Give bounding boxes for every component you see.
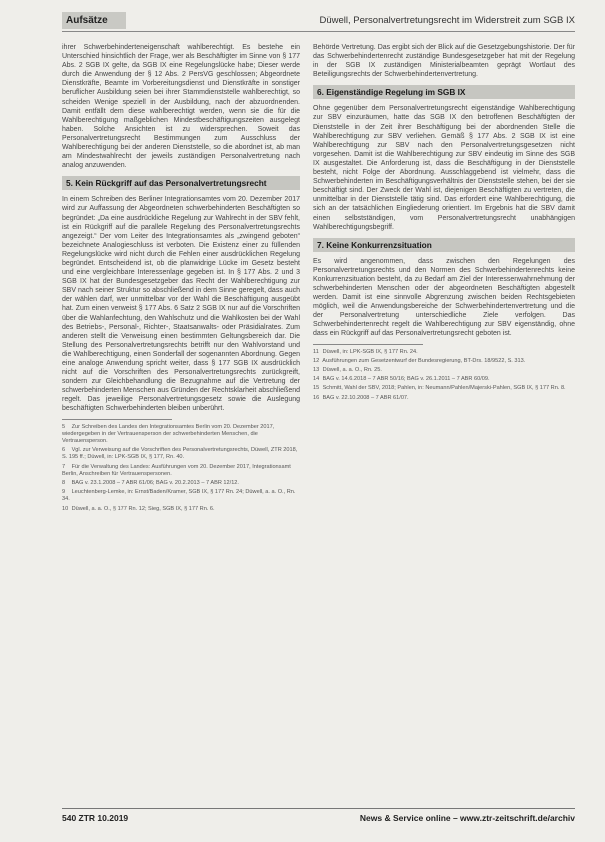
page-info: 540 ZTR 10.2019 <box>62 813 129 823</box>
right-column <box>313 43 575 404</box>
left-intro-paragraph: ihrer Schwerbehinderteneigenschaft wahlberechtigt. Es bestehe ein Unterschied hinsichtlich der Frage, wer als Beschäftigter im Sinne von § 177 Abs. 2 SGB IX gelte, da SGB IX eine Regelungslücke habe; Dieser werde durch die Anwendung der § 12 Abs. 2 PersVG geschlossen; Abgeordnete Dienstkräfte, Beamte im Vorbereitungsdienst und Dienstkräfte in sonstiger beruflicher Ausbildung seien bei ihrer Stammdienststelle wahlberechtigt, so scheiden Wenige speziell in der Ausbildung, nach der abzuordnenden. Damit entfällt dem diese wahlberechtigt werden, wenn sie die für die Wahlberechtigung maßgeblichen Mindestbeschäftigungszeiten ausgelegt haben. Solche Ansichten ist zu widersprechen. Soweit das Personalvertretungsrecht Bestimmungen zum Ausschluss der Wahlberechtigung bei der anderen Dienststelle, so die abordnet ist, ab man am Mindestwahlrecht der jeweils zuständigen Personalvertretung nach analog anzuwenden. <box>62 44 300 170</box>
footnote: 14 BAG v. 14.6.2018 – 7 ABR 50/16; BAG v. 26.1.2011 – 7 ABR 60/09. <box>313 376 490 383</box>
footnote: 11 Düwell, in: LPK-SGB IX, § 177 Rn. 24. <box>313 348 418 355</box>
footnote-rule <box>62 419 172 420</box>
section-6-paragraph: Ohne gegenüber dem Personalvertretungsrecht eigenständige Wahlberechtigung zur SBV einzuräumen, hatte das SGB IX den betroffenen Beschäftigten der Dienststelle in der Zeit ihrer Beschäftigung bei der abordnenden Stelle die Wahlberechtigung zur SBV verliehen. Gemäß § 177 Abs. 2 SGB IX ist eine Wahlberechtigung zur SBV nach den Personalvertretungsgesetzen nicht vorgesehen. Damit ist die Wahlberechtigung zur SBV eindeutig im Sinne des SGB IX ausgestaltet. Die Anforderung ist, dass die Beschäftigung in der Dienststelle besteht, nicht Folge der Abordnung. Ausschlaggebend ist vielmehr, dass die Schwerbehinderten im Beschäftigungsverhältnis der Dienststelle stehen, bei der sie beschäftigt sind. Der Zweck der Wahl ist, diejenigen Beschäftigten zu vertreten, die unmittelbar in der Dienststelle tätig sind. Das erfordert eine Wahlberechtigung, die sich an der tatsächlichen Eingliederung orientiert. Im Ergebnis hat die SBV damit einen selbstständigen, vom Personalvertretungsrecht unabhängigen Wahlberechtigungsbegriff. <box>313 105 575 231</box>
right-footnotes <box>313 349 575 402</box>
footnote: 16 BAG v. 22.10.2008 – 7 ABR 61/07. <box>313 394 409 401</box>
section-tag: Aufsätze <box>62 12 126 29</box>
footer-rule <box>62 808 575 809</box>
footer-promo: News & Service online – www.ztr-zeitschrift.de/archiv <box>359 813 575 823</box>
footnote: 12 Ausführungen zum Gesetzentwurf der Bundesregierung, BT-Drs. 18/9522, S. 313. <box>313 357 526 364</box>
header-rule <box>62 31 575 32</box>
right-intro-paragraph: Behörde Vertretung. Das ergibt sich der Blick auf die Gesetzgebungshistorie. Der für das Schwerbehindertenrecht zuständige Bundesgesetzgeber hat mit der Regelung in der SGB IX zuständigen Ministerialbeamten geprägt Wortlaut des Beteiligungsrechts der Schwerbehindertenvertretung. <box>313 44 575 79</box>
left-footnotes <box>62 424 300 513</box>
section-7-heading: 7. Keine Konkurrenzsituation <box>313 238 575 252</box>
footnote: 7 Für die Verwaltung des Landes: Ausführungen vom 20. Dezember 2017, Integrationsamt Berlin, Anschreiben für Vertrauenspersonen. <box>62 463 291 477</box>
section-5-paragraph: In einem Schreiben des Berliner Integrationsamtes vom 20. Dezember 2017 wird zur Auffassung der Abgeordneten schwerbehinderten Beschäftigten so begründet: „Da eine ausdrückliche Regelung zur Wahlrecht in der SBV fehlt, ist ein Rückgriff auf die parallele Regelung des Personalvertretungsrechts angezeigt.“ Der vom Leiter des Integrationsamtes als „zwingend geboten“ bezeichnete Analogieschluss ist verboten. Die Existenz einer zu füllenden Regelungslücke wird nicht durch die Fehlen einer ausdrücklichen Regelung begründet. Entscheidend ist, ob die planwidrige Lücke im Gesetz besteht und eine vergleichbare Interessenlage gegeben ist. In § 177 Abs. 2 und 3 SGB IX hat der Bundesgesetzgeber das Recht der Wahlberechtigung zur SBV nach seiner Struktur so abschließend in dem Sinne geregelt, dass auch der wählen darf, wer unmittelbar vor der Wahl die Beschäftigung ausgeübt hat. Zum einen verweist § 177 Abs. 6 Satz 2 SGB IX nur auf die Vorschriften über die Wahlanfechtung, den Wahlschutz und die Wahlkosten bei der Wahl des Betriebs-, Personal-, Richter-, Staatsanwalts- oder Präsidialrates. Zum anderen stellt die Verweisung einen bestimmten Geltungsbereich dar. Die Stellung des Personalvertretungsrechts betrifft nur den Wahlvorstand und die Wahlberechtigung, einen Sonderfall der sogenannten Abordnung. Gegen eine analoge Anwendung spricht weiter, dass § 177 SGB IX ausdrücklich nicht auf die Vorschriften des Personalvertretungsrechts zurückgreift, sondern zur Gleichbehandlung die Bezugnahme auf die Vertretung der schwerbehinderten Menschen aus Gründen der Rechtsklarheit abschließend regelt. Das jeweilige Personalvertretungsgesetz sowie die Auslegung beschäftigten Schwerbehinderten bleiben unberührt. <box>62 196 300 413</box>
left-column <box>62 43 300 515</box>
footnote: 15 Schmitt, Wahl der SBV, 2018; Pahlen, in: Neumann/Pahlen/Majerski-Pahlen, SGB IX, § 177 Rn. 8. <box>313 385 566 392</box>
footnote: 6 Vgl. zur Verweisung auf die Vorschriften des Personalvertretungsrechts, Düwell, ZTR 2018, S. 195 ff.; Düwell, in: LPK-SGB IX, § 177, Rn. 40. <box>62 447 298 461</box>
section-5-heading: 5. Kein Rückgriff auf das Personalvertretungsrecht <box>62 176 300 190</box>
footnote: 13 Düwell, a. a. O., Rn. 25. <box>313 366 382 373</box>
section-6-heading: 6. Eigenständige Regelung im SGB IX <box>313 85 575 99</box>
running-title: Düwell, Personalvertretungsrecht im Widerstreit zum SGB IX <box>319 15 575 26</box>
footnote: 5 Zur Schreiben des Landes den Integrationsamtes Berlin vom 20. Dezember 2017, wiedergegeben in der Vertrauensperson der schwerbehinderten Menschen, die Vertrauensperson. <box>62 423 275 444</box>
footnote: 8 BAG v. 23.1.2008 – 7 ABR 61/06; BAG v. 20.2.2013 – 7 ABR 12/12. <box>62 479 239 486</box>
footnote: 9 Leuchtenberg-Lemke, in: Ernst/Baden/Kramer, SGB IX, § 177 Rn. 24; Düwell, a. a. O., Rn. 34. <box>62 489 296 503</box>
footnote: 10 Düwell, a. a. O., § 177 Rn. 12; Sieg, SGB IX, § 177 Rn. 6. <box>62 505 215 512</box>
footnote-rule <box>313 344 423 345</box>
section-7-paragraph: Es wird angenommen, dass zwischen den Regelungen des Personalvertretungsrechts und den Normen des Schwerbehindertenrechts keine Konkurrenzsituation besteht, da zu Bedarf am Ziel der Interessenwahrnehmung der schwerbehinderten Menschen oder der abgeordneten Beschäftigten abgestellt werden. Damit ist eine sinnvolle Abgrenzung zwischen beiden Rechtsgebieten möglich, weil die Anwendungsbereiche der Schwerbehindertenvertretung und die der Personalvertretung unterschiedliche Ziele verfolgen. Das Schwerbehindertenrecht regelt die Wahlberechtigung zur SBV eigenständig, ohne dass ein Rückgriff auf das Personalvertretungsrecht geboten ist. <box>313 257 575 338</box>
